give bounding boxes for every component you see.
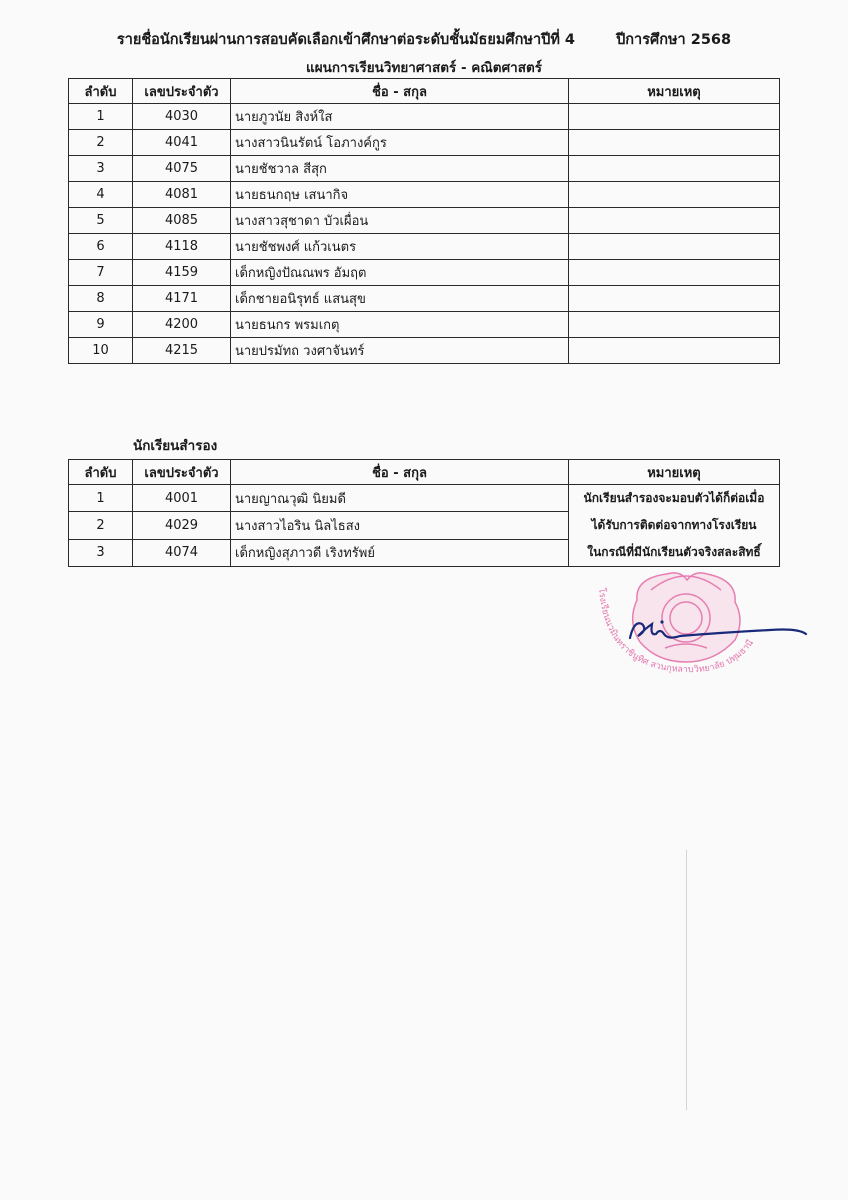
student-id-cell: 4159 bbox=[133, 260, 231, 286]
remark-cell bbox=[569, 338, 780, 364]
student-id-cell: 4075 bbox=[133, 156, 231, 182]
order-cell: 4 bbox=[69, 182, 133, 208]
title-text: รายชื่อนักเรียนผ่านการสอบคัดเลือกเข้าศึกษาต่อระดับชั้นมัธยมศึกษาปีที่ 4 bbox=[116, 32, 576, 48]
remark-line: ได้รับการติดต่อจากทางโรงเรียน bbox=[591, 518, 757, 532]
order-cell: 2 bbox=[69, 130, 133, 156]
table-header-row bbox=[69, 79, 780, 104]
table-row bbox=[69, 286, 780, 312]
student-id-cell: 4041 bbox=[133, 130, 231, 156]
table-row bbox=[69, 312, 780, 338]
remark-cell bbox=[569, 208, 780, 234]
column-header-name: ชื่อ - สกุล bbox=[231, 460, 569, 485]
order-cell: 8 bbox=[69, 286, 133, 312]
student-id-cell: 4030 bbox=[133, 104, 231, 130]
column-header-id: เลขประจำตัว bbox=[133, 460, 231, 485]
order-cell: 3 bbox=[69, 539, 133, 566]
student-id-cell: 4001 bbox=[133, 485, 231, 512]
table-row bbox=[69, 234, 780, 260]
reserve-remark-cell bbox=[569, 485, 780, 567]
column-header-order: ลำดับ bbox=[69, 79, 133, 104]
remark-line: นักเรียนสำรองจะมอบตัวได้ก็ต่อเมื่อ bbox=[583, 491, 765, 505]
remark-cell bbox=[569, 286, 780, 312]
remark-cell bbox=[569, 312, 780, 338]
student-name-cell: นายปรมัทถ วงศาจันทร์ bbox=[231, 338, 569, 364]
order-cell: 10 bbox=[69, 338, 133, 364]
scan-artifact-line bbox=[686, 850, 687, 1110]
order-cell: 1 bbox=[69, 104, 133, 130]
column-header-order: ลำดับ bbox=[69, 460, 133, 485]
student-id-cell: 4081 bbox=[133, 182, 231, 208]
student-name-cell: นายธนกร พรมเกตุ bbox=[231, 312, 569, 338]
student-name-cell: นางสาวสุชาดา บัวเผื่อน bbox=[231, 208, 569, 234]
table-row bbox=[69, 338, 780, 364]
table-row bbox=[69, 130, 780, 156]
remark-cell bbox=[569, 156, 780, 182]
student-id-cell: 4085 bbox=[133, 208, 231, 234]
remark-cell bbox=[569, 234, 780, 260]
order-cell: 2 bbox=[69, 512, 133, 539]
academic-year: ปีการศึกษา 2568 bbox=[616, 32, 732, 48]
order-cell: 6 bbox=[69, 234, 133, 260]
column-header-remark: หมายเหตุ bbox=[569, 79, 780, 104]
order-cell: 9 bbox=[69, 312, 133, 338]
remark-cell bbox=[569, 260, 780, 286]
signature bbox=[620, 610, 810, 650]
table-row bbox=[69, 260, 780, 286]
seal-text: โรงเรียนนวมินทราชินูทิศ สวนกุหลาบวิทยาลัย ปทุมธานี bbox=[596, 587, 756, 676]
table-row bbox=[69, 182, 780, 208]
student-name-cell: นายชัชวาล สีสุก bbox=[231, 156, 569, 182]
student-name-cell: นางสาวนินรัตน์ โอภางค์กูร bbox=[231, 130, 569, 156]
student-id-cell: 4200 bbox=[133, 312, 231, 338]
column-header-id: เลขประจำตัว bbox=[133, 79, 231, 104]
order-cell: 5 bbox=[69, 208, 133, 234]
order-cell: 1 bbox=[69, 485, 133, 512]
order-cell: 7 bbox=[69, 260, 133, 286]
table-row bbox=[69, 208, 780, 234]
remark-line: ในกรณีที่มีนักเรียนตัวจริงสละสิทธิ์ bbox=[587, 545, 761, 559]
student-name-cell: นายภูวนัย สิงห์ใส bbox=[231, 104, 569, 130]
student-name-cell: เด็กชายอนิรุทธ์ แสนสุข bbox=[231, 286, 569, 312]
student-name-cell: นายญาณวุฒิ นิยมดี bbox=[231, 485, 569, 512]
column-header-name: ชื่อ - สกุล bbox=[231, 79, 569, 104]
student-name-cell: เด็กหญิงปัณณพร อัมฤต bbox=[231, 260, 569, 286]
table-row bbox=[69, 485, 780, 512]
order-cell: 3 bbox=[69, 156, 133, 182]
student-name-cell: นางสาวไอริน นิลไธสง bbox=[231, 512, 569, 539]
student-id-cell: 4074 bbox=[133, 539, 231, 566]
table-row bbox=[69, 104, 780, 130]
table-header-row bbox=[69, 460, 780, 485]
column-header-remark: หมายเหตุ bbox=[569, 460, 780, 485]
student-id-cell: 4215 bbox=[133, 338, 231, 364]
remark-cell bbox=[569, 104, 780, 130]
table-row bbox=[69, 156, 780, 182]
student-id-cell: 4171 bbox=[133, 286, 231, 312]
student-name-cell: นายชัชพงศ์ แก้วเนตร bbox=[231, 234, 569, 260]
reserve-heading: นักเรียนสำรอง bbox=[133, 438, 218, 454]
page-title bbox=[0, 28, 848, 51]
student-name-cell: นายธนกฤษ เสนากิจ bbox=[231, 182, 569, 208]
remark-cell bbox=[569, 130, 780, 156]
student-id-cell: 4029 bbox=[133, 512, 231, 539]
remark-cell bbox=[569, 182, 780, 208]
student-id-cell: 4118 bbox=[133, 234, 231, 260]
student-name-cell: เด็กหญิงสุภาวดี เริงทรัพย์ bbox=[231, 539, 569, 566]
admitted-students-table bbox=[68, 78, 780, 364]
program-subtitle: แผนการเรียนวิทยาศาสตร์ - คณิตศาสตร์ bbox=[306, 60, 542, 76]
reserve-students-table bbox=[68, 459, 780, 567]
